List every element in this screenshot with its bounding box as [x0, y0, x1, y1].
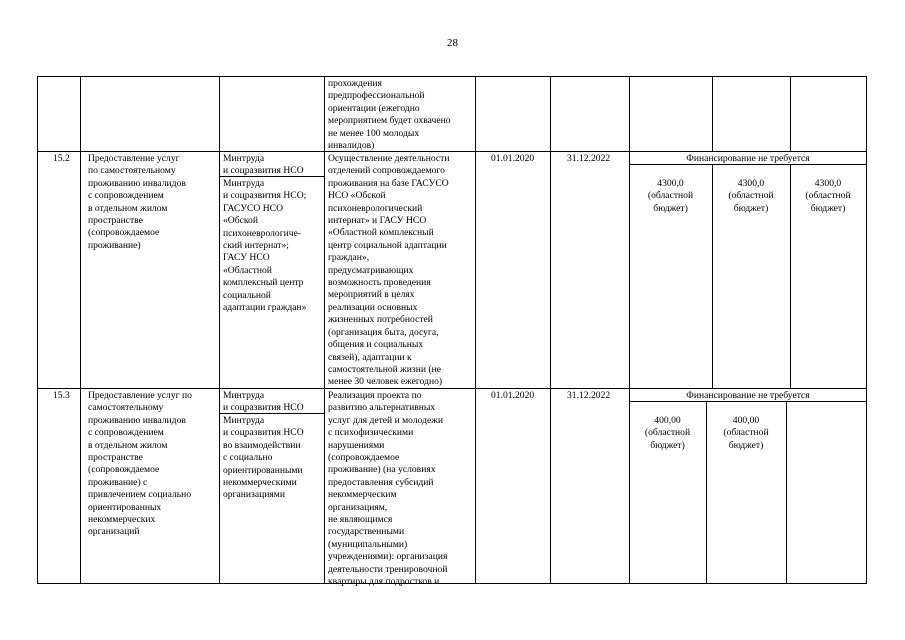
column-divider	[786, 401, 787, 583]
amount-cell: 400,00 (областной бюджет)	[723, 415, 769, 451]
financing-note: Финансирование не требуется	[686, 390, 810, 401]
amount-cell: 400,00 (областной бюджет)	[644, 415, 691, 451]
column-divider	[790, 76, 791, 151]
column-divider	[324, 76, 325, 583]
amount-cell: 4300,0 (областной бюджет)	[805, 178, 851, 214]
column-divider	[219, 76, 220, 583]
responsible-exec: Минтруда и соцразвития НСО; ГАСУСО НСО «Обской психоневрологиче- ский интернат»; ГАСУ НСО «Областной комплексный центр социальной адаптации граждан»	[223, 178, 307, 314]
column-divider	[80, 76, 81, 583]
responsible-main: Минтруда и соцразвития НСО	[223, 153, 304, 177]
continuation-description: прохождения предпрофессиональной ориентации (ежегодно мероприятием будет охвачено не менее 100 молодых инвалидов)	[328, 78, 451, 152]
row-description: Осуществление деятельности отделений сопровождаемого проживания на базе ГАСУСО НСО «Обской психоневрологический интернат» и ГАСУ НСО «Областной комплексный центр социальной адаптации граждан», предусматривающих возможность проведения мероприятий в целях реализации основных жизненных потребностей (организация быта, досуга, общения и социальных связей), адаптации к самостоятельной жизни (не менее 30 человек ежегодно)	[328, 153, 450, 388]
start-date: 01.01.2020	[491, 390, 535, 401]
financing-note: Финансирование не требуется	[686, 153, 810, 164]
row-description: Реализация проекта по развитию альтернативных услуг для детей и молодежи с психофизическими нарушениями (сопровождаемое проживание) (на условиях предоставления субсидий некоммерческим организациям, не являющимся государственными (муниципальными) учреждениями): организация деятельности тренировочной квартиры для подростков и	[328, 390, 448, 588]
amount-cell: 4300,0 (областной бюджет)	[647, 178, 694, 214]
column-divider	[475, 76, 476, 583]
responsible-exec: Минтруда и соцразвития НСО во взаимодействии с социально ориентированными некоммерческими организациями	[223, 415, 304, 501]
row-title: Предоставление услуг по самостоятельному проживанию инвалидов с сопровождением в отдельном жилом пространстве (сопровождаемое проживание) с привлечением социально ориентированных некоммерческих организаций	[88, 390, 192, 538]
table-border-left	[37, 76, 38, 583]
table-border-top	[37, 76, 867, 77]
row-number: 15.3	[53, 390, 70, 401]
column-divider	[550, 76, 551, 583]
column-divider	[712, 76, 713, 151]
page-number: 28	[447, 37, 458, 49]
start-date: 01.01.2020	[491, 153, 535, 164]
responsible-main: Минтруда и соцразвития НСО	[223, 390, 304, 414]
amount-cell: 4300,0 (областной бюджет)	[728, 178, 774, 214]
end-date: 31.12.2022	[567, 153, 611, 164]
end-date: 31.12.2022	[567, 390, 611, 401]
row-title: Предоставление услуг по самостоятельному проживанию инвалидов с сопровождением в отдельном жилом пространстве (сопровождаемое проживание)	[88, 153, 186, 251]
row-number: 15.2	[53, 153, 70, 164]
